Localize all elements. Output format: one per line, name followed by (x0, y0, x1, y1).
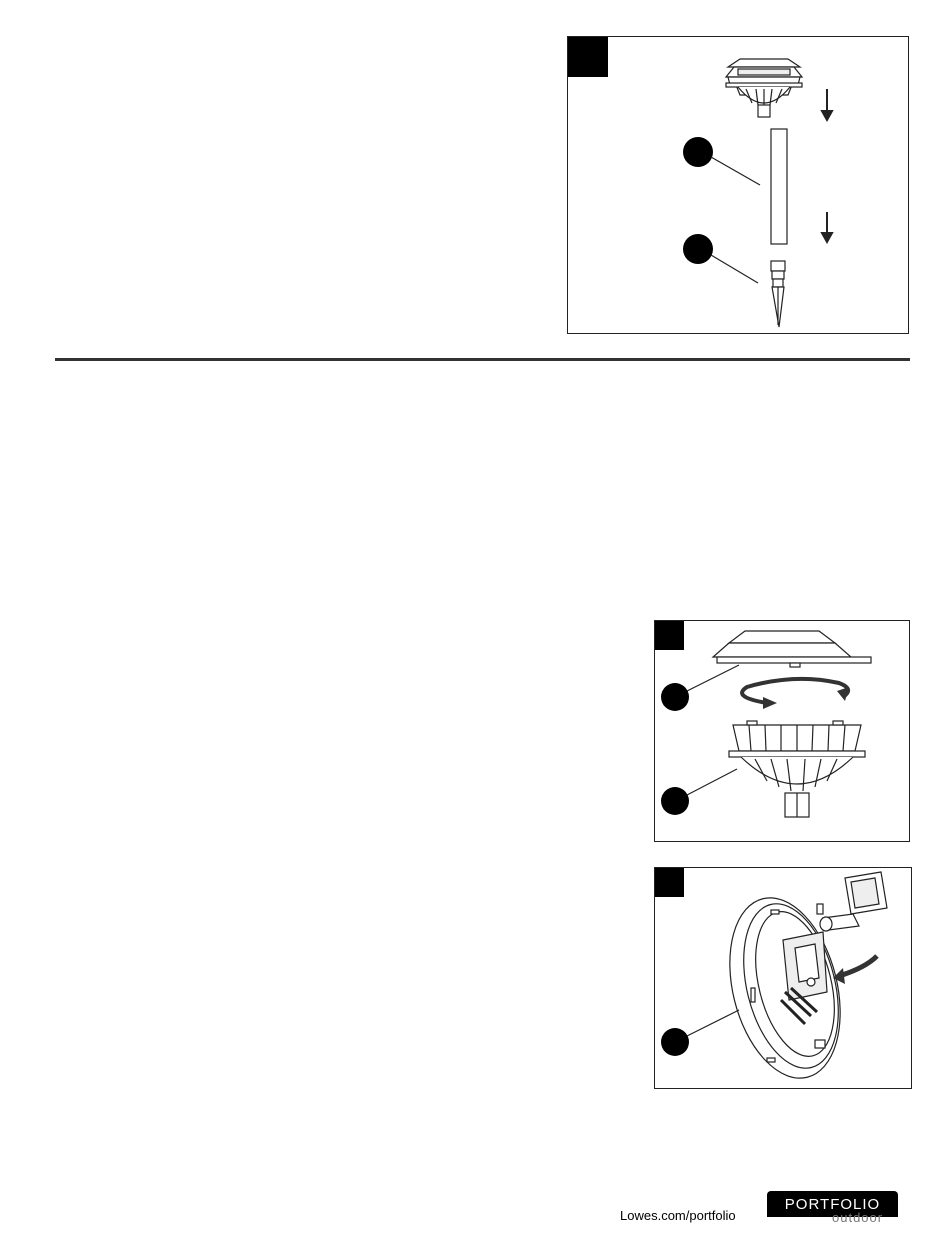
callout-marker (661, 683, 689, 711)
callout-marker (661, 787, 689, 815)
assembly-figure-2 (654, 620, 910, 842)
assembly-figure-1 (567, 36, 909, 334)
battery-compartment-illustration (655, 868, 913, 1090)
callout-marker (661, 1028, 689, 1056)
stake-assembly-illustration (568, 37, 910, 335)
section-divider (55, 358, 910, 361)
lamp-head-twist-illustration (655, 621, 911, 843)
footer-url[interactable]: Lowes.com/portfolio (620, 1208, 736, 1223)
brand-word: PORTFOLIO (784, 1196, 881, 1213)
callout-marker (683, 234, 713, 264)
assembly-figure-3 (654, 867, 912, 1089)
brand-subtitle: outdoor (832, 1210, 884, 1225)
callout-marker (683, 137, 713, 167)
